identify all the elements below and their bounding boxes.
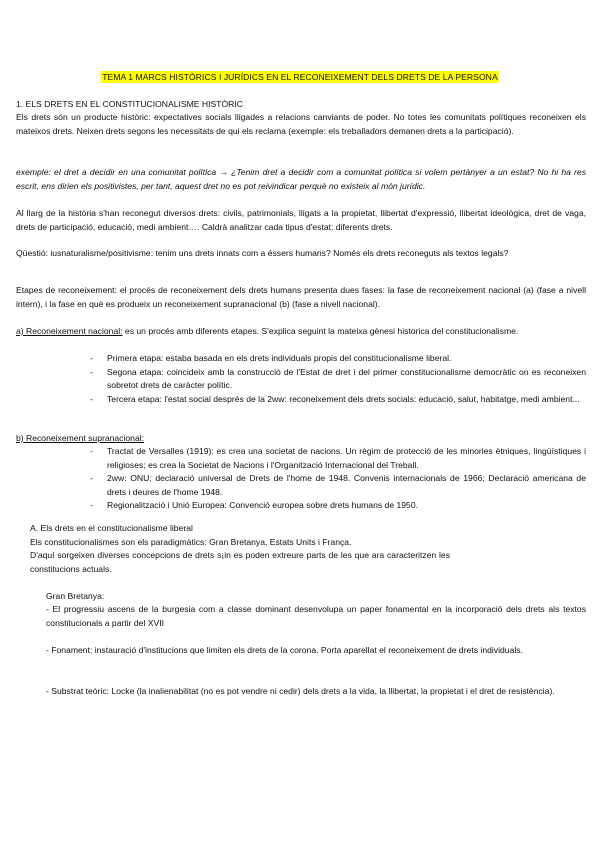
document-title: TEMA 1 MARCS HISTÒRICS I JURÍDICS EN EL RECONEIXEMENT DELS DRETS DE LA PERSONA	[102, 72, 498, 82]
britain-point2: - Fonament: instauració d'institucions que limiten els drets de la corona. Porta aparellat el reconeixement de drets individuals.	[46, 645, 523, 655]
section1-heading: 1. ELS DRETS EN EL CONSTITUCIONALISME HISTÒRIC	[16, 99, 243, 109]
section-a-heading: A. Els drets en el constitucionalisme liberal	[30, 523, 193, 533]
question-paragraph: Qüestió: iusnaturalisme/positivisme: tenim uns drets innats com a éssers humans? Només els drets reconeguts als textos legals?	[16, 248, 509, 258]
list-item: - 2ww: ONU: declaració universal de Drets de l'home de 1948. Convenis internacionals de 1966; Declaració americana de drets i deures de l'home 1948.	[90, 472, 586, 499]
national-label: a) Reconeixement nacional:	[16, 326, 123, 336]
list-item: - Tractat de Versalles (1919): es crea una societat de nacions. Un règim de protecció de les minories ètniques, lingüístiques i religioses; es crea la Societat de Nacions i l'Organització Internacional del Treball.	[90, 445, 586, 472]
title-container	[0, 71, 600, 85]
national-paragraph	[16, 325, 586, 339]
britain-point3: - Substrat teòric: Locke (la inalienabilitat (no es pot vendre ni cedir) dels drets a la vida, la llibertat, la propietat i el dret de resistència).	[46, 686, 555, 696]
history-paragraph: Al llarg de la història s'han reconegut diversos drets: civils, patrimonials, lligats a la propietat, llibertat d'expressió, llibertat ideològica, dret de vaga, drets de participació, educació, medi ambient…. Caldrà analitzar cada tipus d'estat: diferents drets.	[16, 208, 586, 232]
list-item: - Primera etapa: estaba basada en els drets individuals propis del constitucionalisme liberal.	[90, 352, 586, 366]
national-text: es un procés amb diferents etapes. S'explica seguint la mateixa gènesi historica del constitucionalisme.	[122, 326, 519, 336]
example-paragraph: exemple: el dret a decidir en una comunitat política → ¿Tenim dret a decidir com a comunitat política si volem pertànyer a un estat? No hi ha res escrit, ens dirien els positivistes, per tant, aquest dret no es pot reivindicar perquè no existeix al món jurídic.	[16, 167, 586, 191]
britain-point1: - El progressiu ascens de la burgesia com a classe dominant desenvolupa un paper fonamental en la incorporació dels drets als textos constitucionals a partir del XVII	[46, 604, 586, 628]
section-a-line2: D'aquí sorgeixen diverses concepcions de drets s¡in es poden extreure parts de les que ara caracteritzen les constitucions actuals.	[30, 550, 450, 574]
national-stages-list	[90, 352, 586, 406]
list-item: - Tercera etapa: l'estat social després de la 2ww: reconeixement dels drets socials: educació, salut, habitatge, medi ambient...	[90, 393, 586, 407]
supranational-list	[90, 445, 586, 513]
list-item: - Segona etapa: coincideix amb la construcció de l'Estat de dret i del primer constitucionalisme democràtic on es reconeixen sobretot drets de caràcter polític.	[90, 366, 586, 393]
section1-intro: Els drets són un producte històric: expectatives socials lligades a relacions canviants de poder. No totes les comunitats polítiques reconeixen els mateixos drets. Neixen drets segons les necessitats de qui els reclama (exemple: els treballadors demanen drets a la participació).	[16, 112, 586, 136]
britain-heading: Gran Bretanya:	[46, 591, 105, 601]
section-a-line1: Els constitucionalismes son els paradigmàtics: Gran Bretanya, Estats Units i França.	[30, 537, 352, 547]
stages-paragraph: Etapes de reconeixement: el procés de reconeixement dels drets humans presenta dues fases: la fase de reconeixement nacional (a) (fase a nivell intern), i la fase en què es produeix un reconeixement supranacional (b) (fase a nivell nacional).	[16, 285, 586, 309]
supranational-label: b) Reconeixement supranacional:	[16, 433, 145, 443]
list-item: - Regionalització i Unió Europea: Convenció europea sobre drets humans de 1950.	[90, 499, 586, 513]
